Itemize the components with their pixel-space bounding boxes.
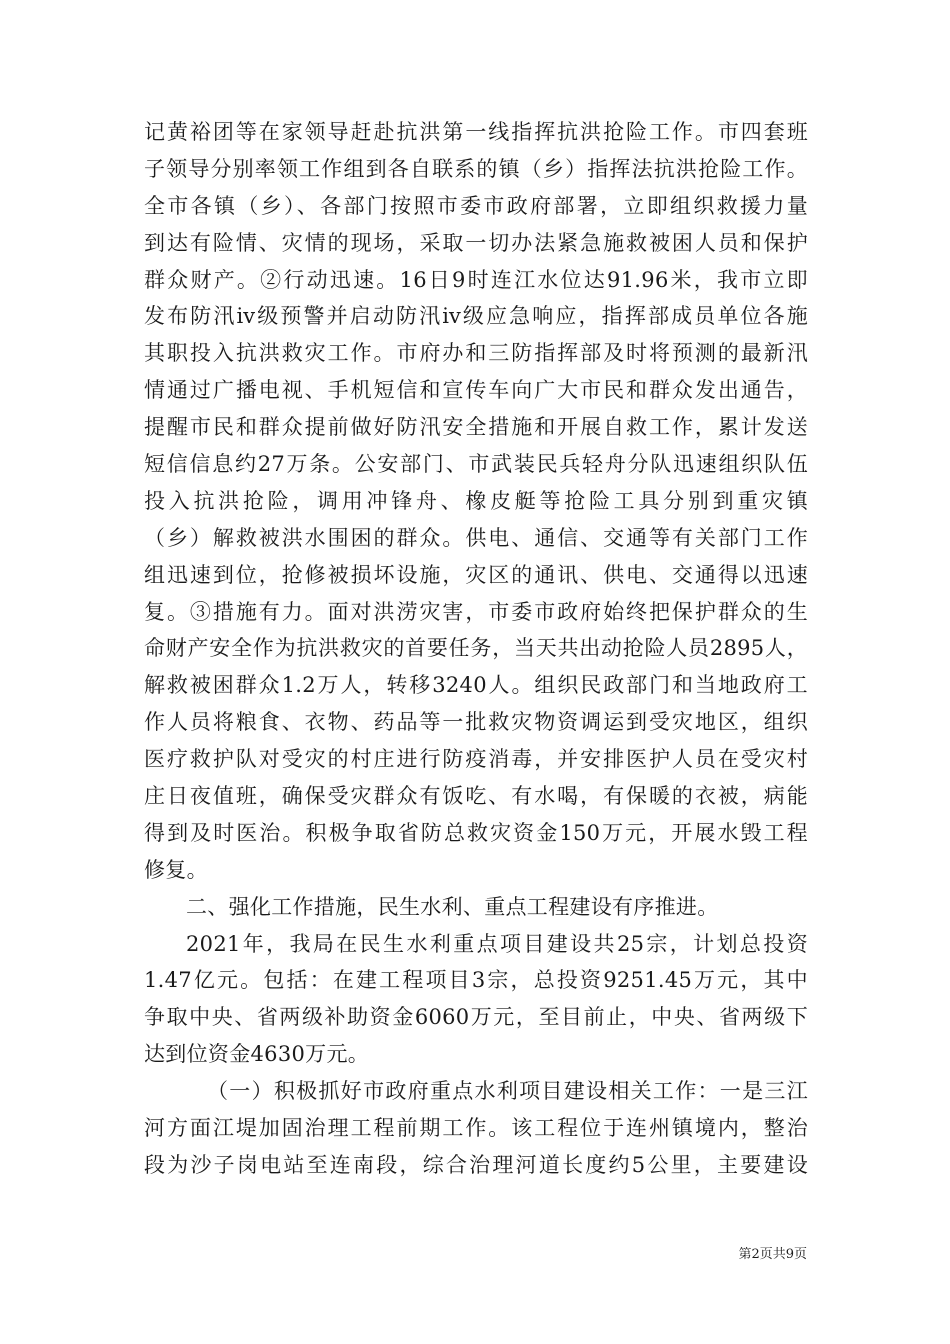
text-line: 组迅速到位，抢修被损坏设施，灾区的通讯、供电、交通得以迅速 xyxy=(144,562,808,587)
text-line: 达到位资金4630万元。 xyxy=(144,1042,370,1067)
text-line: 段为沙子岗电站至连南段，综合治理河道长度约5公里，主要建设 xyxy=(144,1152,808,1177)
text-line: 解救被困群众1.2万人，转移3240人。组织民政部门和当地政府工 xyxy=(144,673,808,698)
text-line: 得到及时医治。积极争取省防总救灾资金150万元，开展水毁工程 xyxy=(144,820,808,845)
text-line: 提醒市民和群众提前做好防汛安全措施和开展自救工作，累计发送 xyxy=(144,415,808,440)
text-line: 到达有险情、灾情的现场，采取一切办法紧急施救被困人员和保护 xyxy=(144,230,808,255)
text-line: 全市各镇（乡）、各部门按照市委市政府部署，立即组织救援力量 xyxy=(144,193,808,218)
text-line: 作人员将粮食、衣物、药品等一批救灾物资调运到受灾地区，组织 xyxy=(144,710,808,735)
text-line: 河方面江堤加固治理工程前期工作。该工程位于连州镇境内，整治 xyxy=(144,1116,808,1141)
text-line: 1.47亿元。包括：在建工程项目3宗，总投资9251.45万元，其中 xyxy=(144,968,808,993)
text-line: （一）积极抓好市政府重点水利项目建设相关工作：一是三江 xyxy=(207,1079,808,1104)
text-line: 复。③措施有力。面对洪涝灾害，市委市政府始终把保护群众的生 xyxy=(144,599,808,624)
section-heading: 二、强化工作措施，民生水利、重点工程建设有序推进。 xyxy=(186,894,719,919)
text-line: 情通过广播电视、手机短信和宣传车向广大市民和群众发出通告， xyxy=(144,378,808,403)
text-line: 2021年，我局在民生水利重点项目建设共25宗，计划总投资 xyxy=(186,931,808,956)
text-line: 群众财产。②行动迅速。16日9时连江水位达91.96米，我市立即 xyxy=(144,267,808,292)
document-body xyxy=(144,114,808,1184)
text-line: 投入抗洪抢险，调用冲锋舟、橡皮艇等抢险工具分别到重灾镇 xyxy=(144,488,808,513)
text-line: 争取中央、省两级补助资金6060万元，至目前止，中央、省两级下 xyxy=(144,1005,808,1030)
text-line: 庄日夜值班，确保受灾群众有饭吃、有水喝，有保暖的衣被，病能 xyxy=(144,784,808,809)
text-line: 修复。 xyxy=(144,857,208,882)
text-line: （乡）解救被洪水围困的群众。供电、通信、交通等有关部门工作 xyxy=(144,525,808,550)
text-line: 命财产安全作为抗洪救灾的首要任务，当天共出动抢险人员2895人， xyxy=(144,636,808,661)
text-line: 发布防汛ⅳ级预警并启动防汛ⅳ级应急响应，指挥部成员单位各施 xyxy=(144,304,808,329)
text-line: 医疗救护队对受灾的村庄进行防疫消毒，并安排医护人员在受灾村 xyxy=(144,747,808,772)
text-line: 其职投入抗洪救灾工作。市府办和三防指挥部及时将预测的最新汛 xyxy=(144,341,808,366)
text-line: 短信信息约27万条。公安部门、市武装民兵轻舟分队迅速组织队伍 xyxy=(144,452,808,477)
page-number-footer: 第2页共9页 xyxy=(738,1247,807,1262)
text-line: 子领导分别率领工作组到各自联系的镇（乡）指挥法抗洪抢险工作。 xyxy=(144,156,808,181)
text-line: 记黄裕团等在家领导赶赴抗洪第一线指挥抗洪抢险工作。市四套班 xyxy=(144,120,808,144)
